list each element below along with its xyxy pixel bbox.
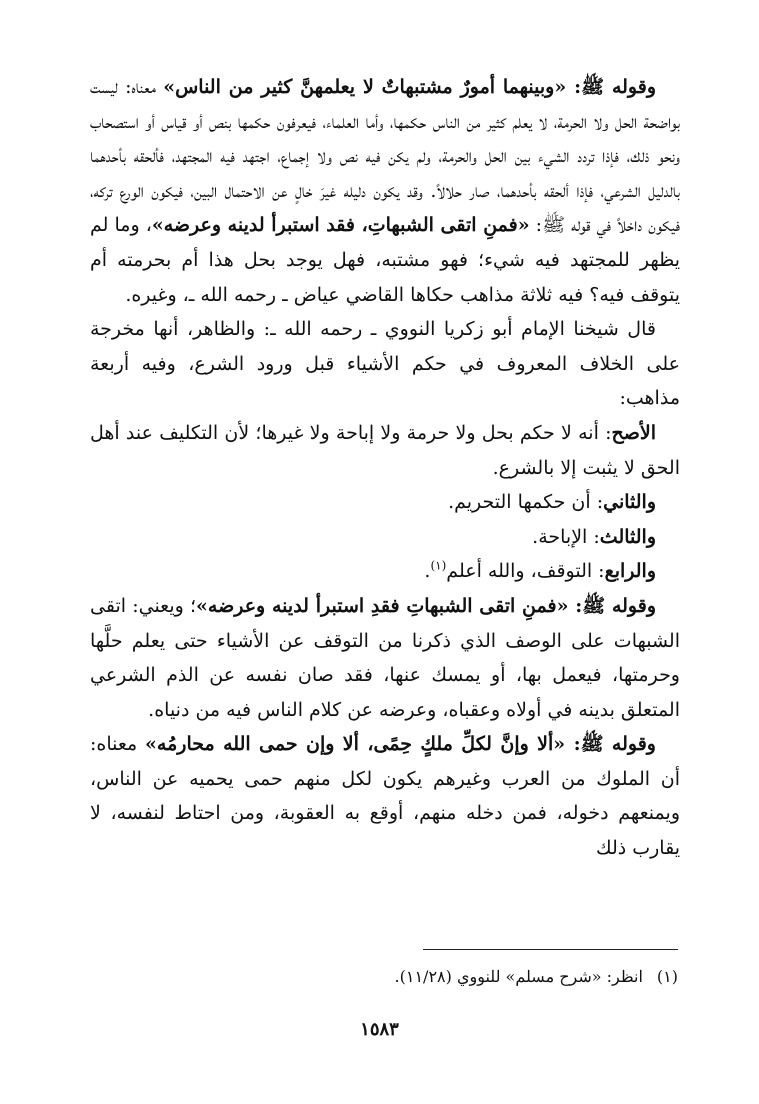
bold-text: وقوله ﷺ: «ألا وإنَّ لكلِّ ملكٍ حِمًى، ألا وإن حمى الله محارمُه» xyxy=(145,733,656,756)
body-text: معناه: أن الملوك من العرب وغيرهم يكون لكل منهم حمى يحميه عن الناس، ويمنعهم دخوله، فمن دخله منهم، أوقع به العقوبة، ومن احتاط لنفسه، لا يقارب ذلك xyxy=(90,733,680,860)
body-text: معناه: ليست بواضحة الحل ولا الحرمة، لا يعلم كثير من الناس حكمها، وأما العلماء، فيعرفون حكمها بنص أو قياس أو استصحاب ونحو ذلك، فإذا تردد الشيء بين الحل والحرمة، ولم يكن فيه نص ولا إجماع، اجتهد فيه المجتهد، فألحقه بأحدهما بالدليل الشرعي، فإذا ألحقه بأحدهما، صار حلالاً. وقد يكون دليله غيرَ خالٍ عن الاحتمال البين، فيكون الورع تركه، فيكون داخلاً في قوله ﷺ: xyxy=(90,76,681,237)
body-text: : الإباحة. xyxy=(532,525,600,548)
paragraph xyxy=(90,554,680,589)
page-number: ١٥٨٣ xyxy=(360,1019,399,1040)
bold-text: الأصح xyxy=(611,421,656,444)
body-text: . xyxy=(424,560,431,583)
body-text: : أنه لا حكم بحل ولا حرمة ولا إباحة ولا غيرها؛ لأن التكليف عند أهل الحق لا يثبت إلا بالشرع. xyxy=(90,421,680,479)
bold-text: وقوله ﷺ: «وبينهما أمورٌ مشتبهاتٌ لا يعلمهنَّ كثير من الناس» xyxy=(163,76,656,98)
paragraph xyxy=(90,520,680,555)
bold-text: والثاني xyxy=(603,491,656,514)
paragraph xyxy=(90,416,680,485)
paragraph xyxy=(90,70,680,312)
footnote-reference: (١) xyxy=(430,558,447,573)
body-text: ، وما لم يظهر للمجتهد فيه شيء؛ فهو مشتبه، فهل يوجد بحل هذا أم بحرمته أم يتوقف فيه؟ فيه ثلاثة مذاهب حكاها القاضي عياض ـ رحمه الله ـ، وغيره. xyxy=(90,214,680,306)
body-text: : التوقف، والله أعلم xyxy=(446,560,605,583)
footnote-number: (١) xyxy=(656,967,678,986)
body-text: : أن حكمها التحريم. xyxy=(448,491,604,514)
paragraph xyxy=(90,312,680,416)
paragraph xyxy=(90,589,680,727)
bold-text: «فمنِ اتقى الشبهاتِ، فقد استبرأ لدينه وعرضه» xyxy=(151,214,530,237)
footnote-text: انظر: «شرح مسلم» للنووي (١١/٢٨). xyxy=(394,967,643,986)
body-text: قال شيخنا الإمام أبو زكريا النووي ـ رحمه الله ـ: والظاهر، أنها مخرجة على الخلاف المعروف في حكم الأشياء قبل ورود الشرع، وفيه أربعة مذاهب: xyxy=(90,318,680,410)
bold-text: والثالث xyxy=(599,525,656,548)
paragraph xyxy=(90,485,680,520)
paragraph xyxy=(90,727,680,865)
main-text xyxy=(90,70,680,866)
footnote-separator xyxy=(423,949,678,950)
body-text: ؛ ويعني: اتقى الشبهات على الوصف الذي ذكرنا من التوقف عن الأشياء حتى يعلم حلَّها وحرمتها، فيعمل بها، أو يمسك عنها، فقد صان نفسه عن الذم الشرعي المتعلق بدينه في أولاه وعقباه، وعرضه عن كلام الناس فيه من دنياه. xyxy=(90,594,680,721)
footnote xyxy=(200,965,678,989)
bold-text: والرابع xyxy=(604,560,656,583)
bold-text: وقوله ﷺ: «فمنِ اتقى الشبهاتِ فقدِ استبرأ لدينه وعرضه» xyxy=(196,594,656,617)
